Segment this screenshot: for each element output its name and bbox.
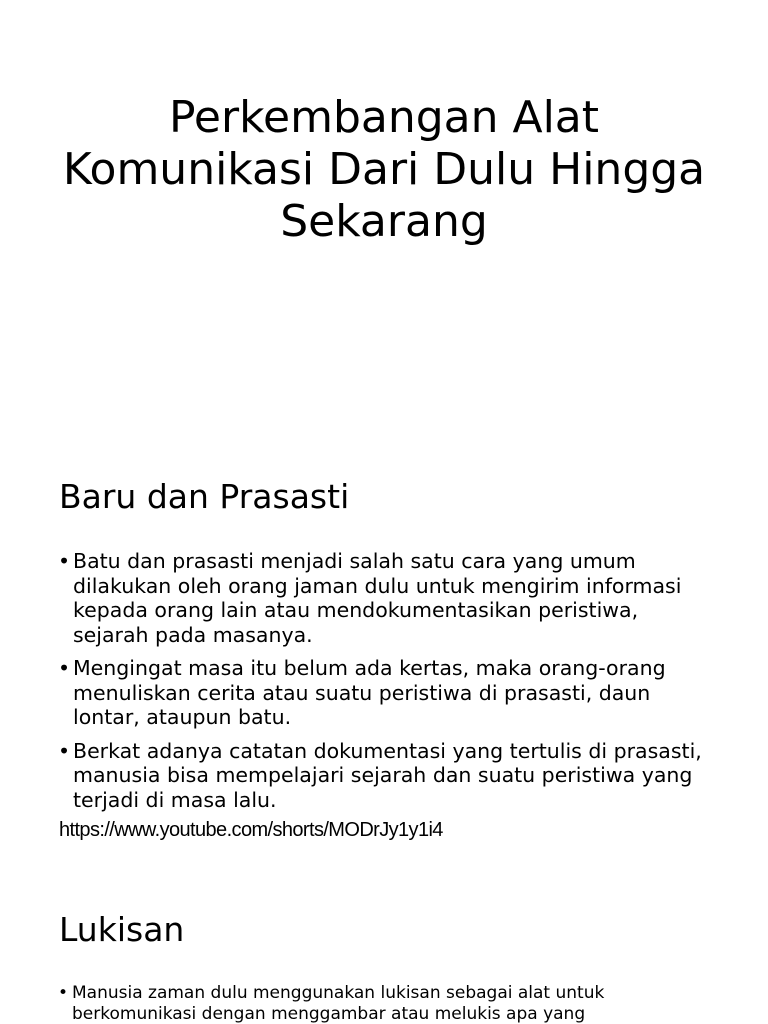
bullet-item — [58, 656, 718, 730]
bullet-icon: • — [58, 656, 71, 680]
bullet-item — [58, 549, 718, 647]
bullet-text: Batu dan prasasti menjadi salah satu cara yang umum dilakukan oleh orang jaman dulu untuk mengirim informasi kepada orang lain atau mendokumentasikan peristiwa, sejarah pada masanya. — [73, 549, 682, 647]
slide-batu-prasasti — [0, 432, 768, 864]
bullet-list — [58, 983, 718, 1024]
presentation-title: Perkembangan Alat Komunikasi Dari Dulu Hingga Sekarang — [62, 92, 706, 247]
bullet-icon: • — [58, 983, 69, 1003]
bullet-list — [58, 549, 718, 821]
bullet-icon: • — [58, 738, 71, 763]
youtube-link[interactable]: https://www.youtube.com/shorts/MODrJy1y1i4 — [59, 819, 443, 841]
bullet-text: Manusia zaman dulu menggunakan lukisan sebagai alat untuk berkomunikasi dengan menggambar atau melukis apa yang — [72, 983, 605, 1024]
bullet-item — [58, 739, 718, 813]
slide-lukisan — [0, 864, 768, 1024]
bullet-text: Berkat adanya catatan dokumentasi yang tertulis di prasasti, manusia bisa mempelajari sejarah dan suatu peristiwa yang terjadi di masa lalu. — [73, 738, 702, 812]
bullet-text: Mengingat masa itu belum ada kertas, maka orang-orang menuliskan cerita atau suatu peristiwa di prasasti, daun lontar, ataupun batu. — [73, 656, 666, 729]
slide-heading: Lukisan — [59, 910, 185, 949]
slide-title — [0, 0, 768, 432]
bullet-item — [58, 983, 718, 1024]
slide-heading: Baru dan Prasasti — [59, 477, 350, 516]
bullet-icon: • — [58, 549, 71, 573]
